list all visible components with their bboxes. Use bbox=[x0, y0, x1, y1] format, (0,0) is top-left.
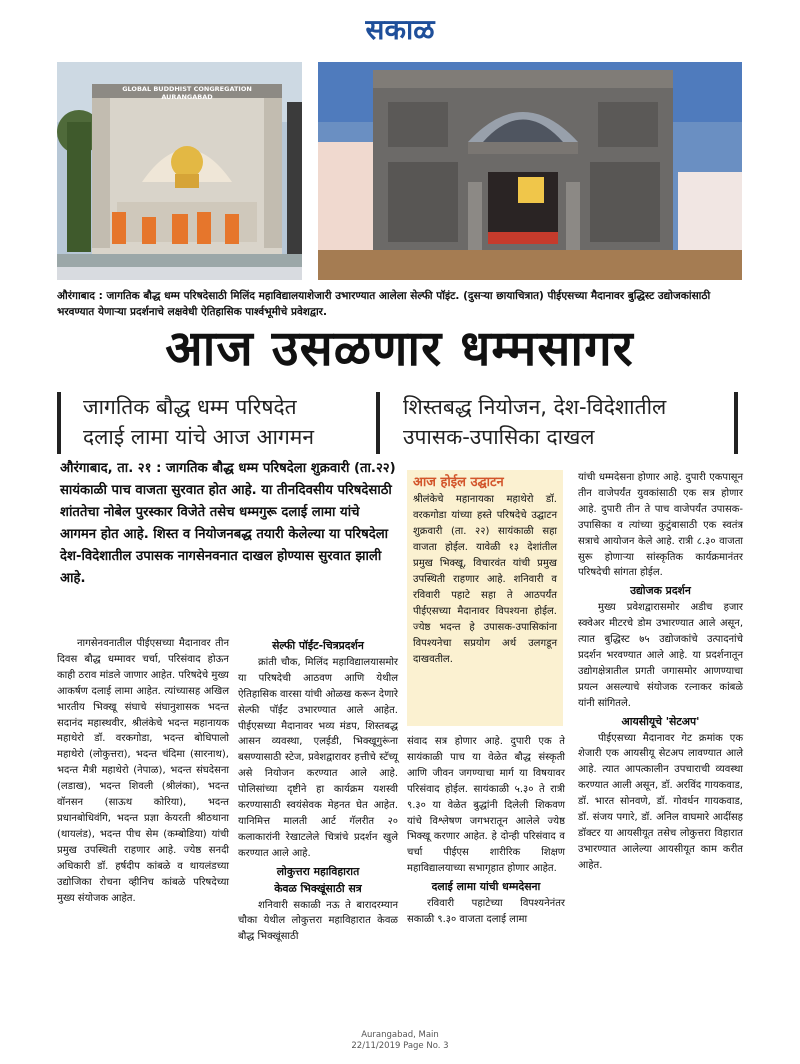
column-1-text: नागसेनवनातील पीईएसच्या मैदानावर तीन दिवस बौद्ध धम्मावर चर्चा, परिसंवाद होऊन काही ठराव मांडले जाणार आहेत. परिषदेचे मुख्य आकर्षण दलाई लामा आहेत. त्यांच्यासह अखिल भारतीय भिक्खू संघाचे संघानुशासक भदन्त सदानंद महास्थवीर, श्रीलंकेचे भदन्त महानायक महाथेरो डॉ. वरकगोडा, भदन्त बोधिपालो महाथेरो (लोकुत्तरा), भदन्त चंदिमा (सारनाथ), भदन्त मैत्री महाथेरो (नेपाळ), भदन्त संघदेसना (लडाख), भदन्त शिवली (श्रीलंका), भदन्त वॉनसन (साऊथ कोरिया), भदन्त प्रधानबोधिवंगि, भदन्त प्रज्ञा केयरती श्रीठथाना (थायलंड), भदन्त पीच सेम (कम्बोडिया) यांची प्रमुख उपस्थिती राहणार आहे. ज्येष्ठ सनदी अधिकारी डॉ. हर्षदीप कांबळे व थायलंडच्या उद्योजिका रोचना व्हीनिच कांबळे परिषदेच्या मुख्य संयोजक आहेत. bbox=[57, 638, 229, 904]
column-4-heading-exhibition: उद्योजक प्रदर्शन bbox=[630, 584, 691, 598]
inauguration-box-title: आज होईल उद्घाटन bbox=[413, 475, 504, 490]
column-2-heading-bhikkhu-session: केवळ भिक्खूंसाठी सत्र bbox=[274, 881, 362, 895]
subhead-left-line1: जागतिक बौद्ध धम्म परिषदेत bbox=[83, 395, 297, 419]
column-3-text-2: रविवारी पहाटेच्या विपश्यनेनंतर सकाळी ९.३० वाजता दलाई लामा bbox=[407, 898, 565, 925]
column-2-heading-selfie: सेल्फी पॉईंट-चित्रप्रदर्शन bbox=[272, 639, 364, 652]
column-1 bbox=[57, 636, 229, 906]
photo-banner-text: GLOBAL BUDDHIST CONGREGATION AURANGABAD bbox=[122, 85, 252, 101]
column-2-text-1: क्रांती चौक, मिलिंद महाविद्यालयासमोर या परिषदेची आठवण आणि येथील ऐतिहासिक वारसा यांची ओळख करून देणारे सेल्फी पॉईंट उभारण्यात आले आहेत. पीईएसच्या मैदानावर भव्य मंडप, शिस्तबद्ध आसन व्यवस्था, एलईडी, भिक्खूगुरूंना बसण्यासाठी स्टेज, प्रवेशद्वारावर हत्तीचे स्टॅच्यू असे नियोजन करण्यात आले आहे. पोलिसांच्या दृष्टीने हा कार्यक्रम यशस्वी करण्यासाठी स्वयंसेवक मेहनत घेत आहेत. यानिमित्त मालती आर्ट गॅलरीत २० कलाकारांनी रेखाटलेले चित्रांचे प्रदर्शन खुले करण्यात आले आहे. bbox=[238, 656, 398, 859]
edition-date-page: 22/11/2019 Page No. 3 bbox=[351, 1041, 449, 1051]
column-3-text-1: संवाद सत्र होणार आहे. दुपारी एक ते सायंकाळी पाच या वेळेत बौद्ध संस्कृती आणि जीवन जगण्याचा मार्ग या विषयावर परिसंवाद होईल. सायंकाळी ५.३० ते रात्री ९.३० या वेळेत बुद्धांनी दिलेली शिकवण यांचे विश्लेषण जगभरातून आलेले ज्येष्ठ भिक्खू करणार आहेत. हे दोन्ही परिसंवाद व चर्चा पीईएस शारीरिक शिक्षण महाविद्यालयाच्या सभागृहात होणार आहेत. bbox=[407, 736, 565, 875]
inauguration-box bbox=[407, 470, 563, 726]
photo-selfie-point bbox=[57, 62, 302, 280]
column-3 bbox=[407, 734, 565, 928]
column-4-text-2: मुख्य प्रवेशद्वारासमोर अडीच हजार स्क्वेअर मीटरचे डोम उभारण्यात आले असून, त्यात बुद्धिस्ट ७५ उद्योजकांचे उत्पादनांचे प्रदर्शन भरवण्यात आले आहे. या प्रदर्शनातून उद्योगक्षेत्रातील प्रगती जगासमोर आणण्याचा प्रयत्न असल्याचे संयोजक रत्नाकर कांबळे यांनी सांगितले. bbox=[578, 602, 743, 709]
column-4 bbox=[578, 470, 743, 874]
subhead-right bbox=[403, 392, 723, 452]
column-2 bbox=[238, 636, 398, 945]
column-4-heading-icu: आयसीयूचे 'सेटअप' bbox=[621, 714, 700, 728]
photo-exhibition-gate bbox=[318, 62, 742, 280]
subhead-right-line1: शिस्तबद्ध नियोजन, देश-विदेशातील bbox=[403, 395, 667, 419]
subhead-divider-middle bbox=[376, 392, 380, 454]
column-3-heading-dhammadesana: दलाई लामा यांची धम्मदेसना bbox=[431, 880, 541, 894]
column-2-text-2: शनिवारी सकाळी नऊ ते बारादरम्यान चौका येथील लोकुत्तरा महाविहारात केवळ बौद्ध भिक्खूंसाठी bbox=[238, 899, 398, 943]
subhead-divider-left bbox=[57, 392, 61, 454]
subhead-divider-right bbox=[734, 392, 738, 454]
lead-paragraph: औरंगाबाद, ता. २१ : जागतिक बौद्ध धम्म परिषदेला शुक्रवारी (ता.२२) सायंकाळी पाच वाजता सुरवात होत आहे. या तीनदिवसीय परिषदेसाठी शांततेचा नोबेल पुरस्कार विजेते तसेच धम्मगुरू दलाई लामा यांचे आगमन होत आहे. शिस्त व नियोजनबद्ध तयारी केलेल्या या परिषदेला देश-विदेशातील उपासक नागसेनवनात दाखल होण्यास सुरवात झाली आहे. bbox=[60, 461, 396, 586]
column-4-text-3: पीईएसच्या मैदानावर गेट क्रमांक एक शेजारी एक आयसीयू सेटअप लावण्यात आले आहे. त्यात आपत्कालीन उपचाराची व्यवस्था करण्यात आली असून, डॉ. अरविंद गायकवाड, डॉ. भारत सोनवणे, डॉ. गोवर्धन गायकवाड, डॉ. संजय पगारे, डॉ. अनिल वाघमारे आदींसह डॉक्टर या आयसीयूत तसेच लोकुत्तरा विहारात उभारण्यात आलेल्या आयसीयूत काम करीत आहेत. bbox=[578, 732, 743, 871]
inauguration-box-text: श्रीलंकेचे महानायका महाथेरो डॉ. वरकगोडा यांच्या हस्ते परिषदेचे उद्घाटन शुक्रवारी (ता. २२) सायंकाळी सहा वाजता होईल. यावेळी १३ देशांतील प्रमुख भिक्खू, विचारवंत यांची प्रमुख उपस्थिती राहणार आहे. शनिवारी व रविवारी पहाटे सहा ते आठपर्यंत पीईएसच्या मैदानावर विपश्यना होईल. ज्येष्ठ भदन्त हे उपासक-उपासिकांना विपश्यनेचा सप्रयोग अर्थ उलगडून दाखवतील. bbox=[413, 494, 557, 665]
headline: आज उसळणार धम्मसागर bbox=[165, 320, 634, 377]
masthead: सकाळ bbox=[365, 13, 435, 46]
column-2-heading-lokuttara: लोकुत्तरा महाविहारात bbox=[276, 864, 360, 878]
subhead-left-line2: दलाई लामा यांचे आज आगमन bbox=[83, 425, 315, 449]
edition-footer bbox=[0, 1030, 800, 1052]
subhead-right-line2: उपासक-उपासिका दाखल bbox=[403, 425, 595, 449]
photo-caption: औरंगाबाद : जागतिक बौद्ध धम्म परिषदेसाठी मिलिंद महाविद्यालयाशेजारी उभारण्यात आलेला सेल्फी पॉइंट. (दुसऱ्या छायाचित्रात) पीईएसच्या मैदानावर बुद्धिस्ट उद्योजकांसाठी भरवण्यात येणाऱ्या प्रदर्शनाचे लक्षवेधी ऐतिहासिक पार्श्वभूमीचे प्रवेशद्वार. bbox=[57, 290, 711, 318]
subhead-left bbox=[83, 392, 383, 452]
edition-name: Aurangabad, Main bbox=[361, 1030, 439, 1040]
column-4-text-1: यांची धम्मदेसना होणार आहे. दुपारी एकपासून तीन वाजेपर्यंत युवकांसाठी एक सत्र होणार आहे. दुपारी तीन ते पाच वाजेपर्यंत उपासक-उपासिका व त्यांच्या कुटुंबासाठी एक स्वतंत्र सत्राचे आयोजन केले आहे. रात्री ८.३० वाजता सुरू होणाऱ्या सांस्कृतिक कार्यक्रमानंतर परिषदेची सांगता होईल. bbox=[578, 472, 743, 579]
